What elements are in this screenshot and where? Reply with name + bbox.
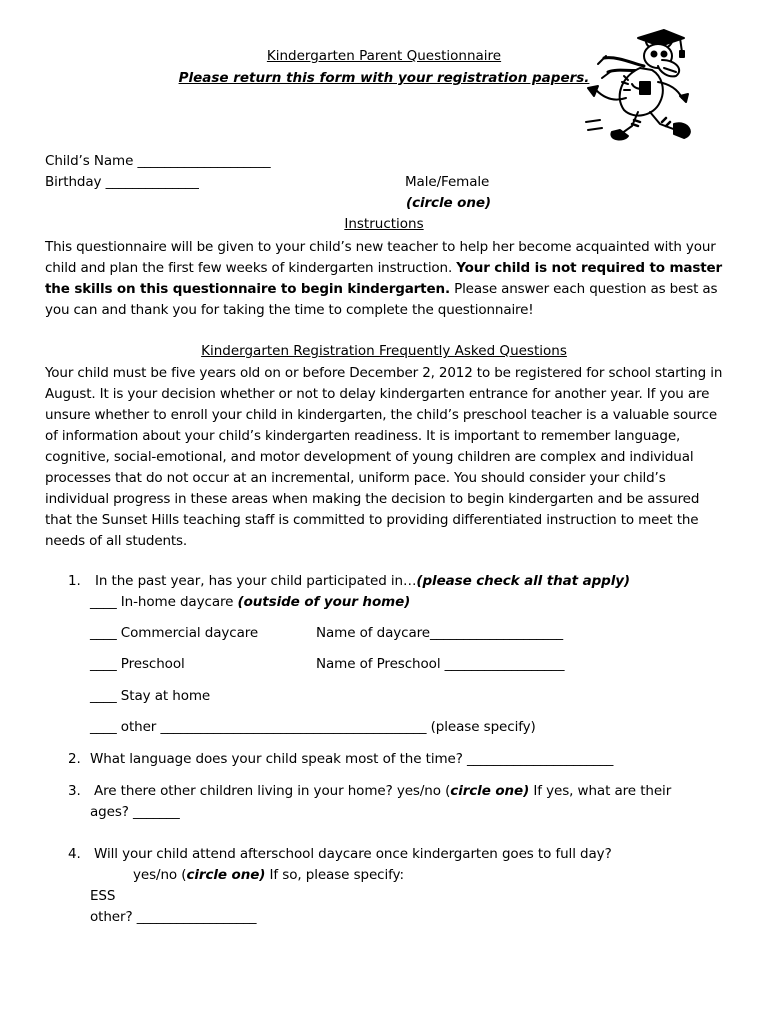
q3-circle-note: circle one): [450, 783, 530, 799]
q4-yesno-label: yes/no (: [133, 867, 187, 883]
q1-number: 1.: [68, 573, 81, 589]
q1-option-inhome-note: (outside of your home): [237, 594, 411, 610]
q1-text: [95, 573, 630, 589]
q1-option-other[interactable]: ____ other ________________________________________ (please specify): [90, 719, 536, 735]
q4-text: Will your child attend afterschool daycare once kindergarten goes to full day?: [94, 846, 612, 862]
instructions-heading: Instructions: [344, 216, 424, 232]
instructions-text-end: Please answer each question as best as you can and thank you for taking the time to complete the questionnaire!: [45, 281, 718, 318]
gender-field[interactable]: Male/Female: [405, 174, 490, 190]
q1-preschool-name-field[interactable]: Name of Preschool __________________: [316, 656, 565, 672]
gender-circle-note: (circle one): [406, 195, 491, 211]
q3-text: [94, 783, 671, 799]
duck-mascot-logo: [584, 24, 700, 146]
q2-number: 2.: [68, 751, 81, 767]
q3-ages-field[interactable]: ages? _______: [90, 804, 180, 820]
q2-language-field[interactable]: What language does your child speak most of the time? ______________________: [90, 751, 614, 767]
instructions-paragraph: [45, 237, 725, 321]
q1-option-stay-home[interactable]: ____ Stay at home: [90, 688, 211, 704]
q3-question-end: If yes, what are their: [529, 783, 672, 799]
instructions-bold-text: Your child is not required to master the skills on this questionnaire to begin kindergarten.: [45, 260, 723, 297]
q4-option-other-field[interactable]: other? __________________: [90, 909, 257, 925]
q1-option-inhome[interactable]: [90, 594, 410, 610]
birthday-field[interactable]: Birthday ______________: [45, 174, 199, 190]
q1-option-inhome-label: ____ In-home daycare: [90, 594, 238, 610]
q1-note: (please check all that apply): [416, 573, 631, 589]
q4-option-ess[interactable]: ESS: [90, 888, 116, 904]
q1-option-preschool[interactable]: ____ Preschool: [90, 656, 185, 672]
q4-yesno[interactable]: [133, 867, 404, 883]
q3-number: 3.: [68, 783, 81, 799]
q1-commercial-name-field[interactable]: Name of daycare____________________: [316, 625, 564, 641]
faq-heading: Kindergarten Registration Frequently Asked Questions: [201, 343, 567, 359]
q1-option-commercial[interactable]: ____ Commercial daycare: [90, 625, 259, 641]
instructions-text: This questionnaire will be given to your child’s new teacher to help her become acquainted with your child and plan the first few weeks of kindergarten instruction.: [45, 239, 716, 276]
form-title: Kindergarten Parent Questionnaire: [266, 48, 502, 64]
child-name-field[interactable]: Child’s Name ____________________: [45, 153, 271, 169]
form-subtitle: Please return this form with your registration papers.: [178, 70, 590, 86]
q4-specify-label: If so, please specify:: [265, 867, 404, 883]
q4-circle-note: circle one): [186, 867, 266, 883]
q1-question: In the past year, has your child participated in…: [95, 573, 417, 589]
q3-question: Are there other children living in your home? yes/no (: [94, 783, 451, 799]
faq-paragraph: Your child must be five years old on or before December 2, 2012 to be registered for school starting in August. It is your decision whether or not to delay kindergarten entrance for another year. If you are unsure whether to enroll your child in kindergarten, the child’s preschool teacher is a valuable source of information about your child’s kindergarten readiness. It is important to remember language, cognitive, social-emotional, and motor development of young children are complex and individual processes that do not occur at an incremental, uniform pace. You should consider your child’s individual progress in these areas when making the decision to begin kindergarten and be assured that the Sunset Hills teaching staff is committed to providing differentiated instruction to meet the needs of all students.: [45, 365, 723, 549]
q4-number: 4.: [68, 846, 81, 862]
